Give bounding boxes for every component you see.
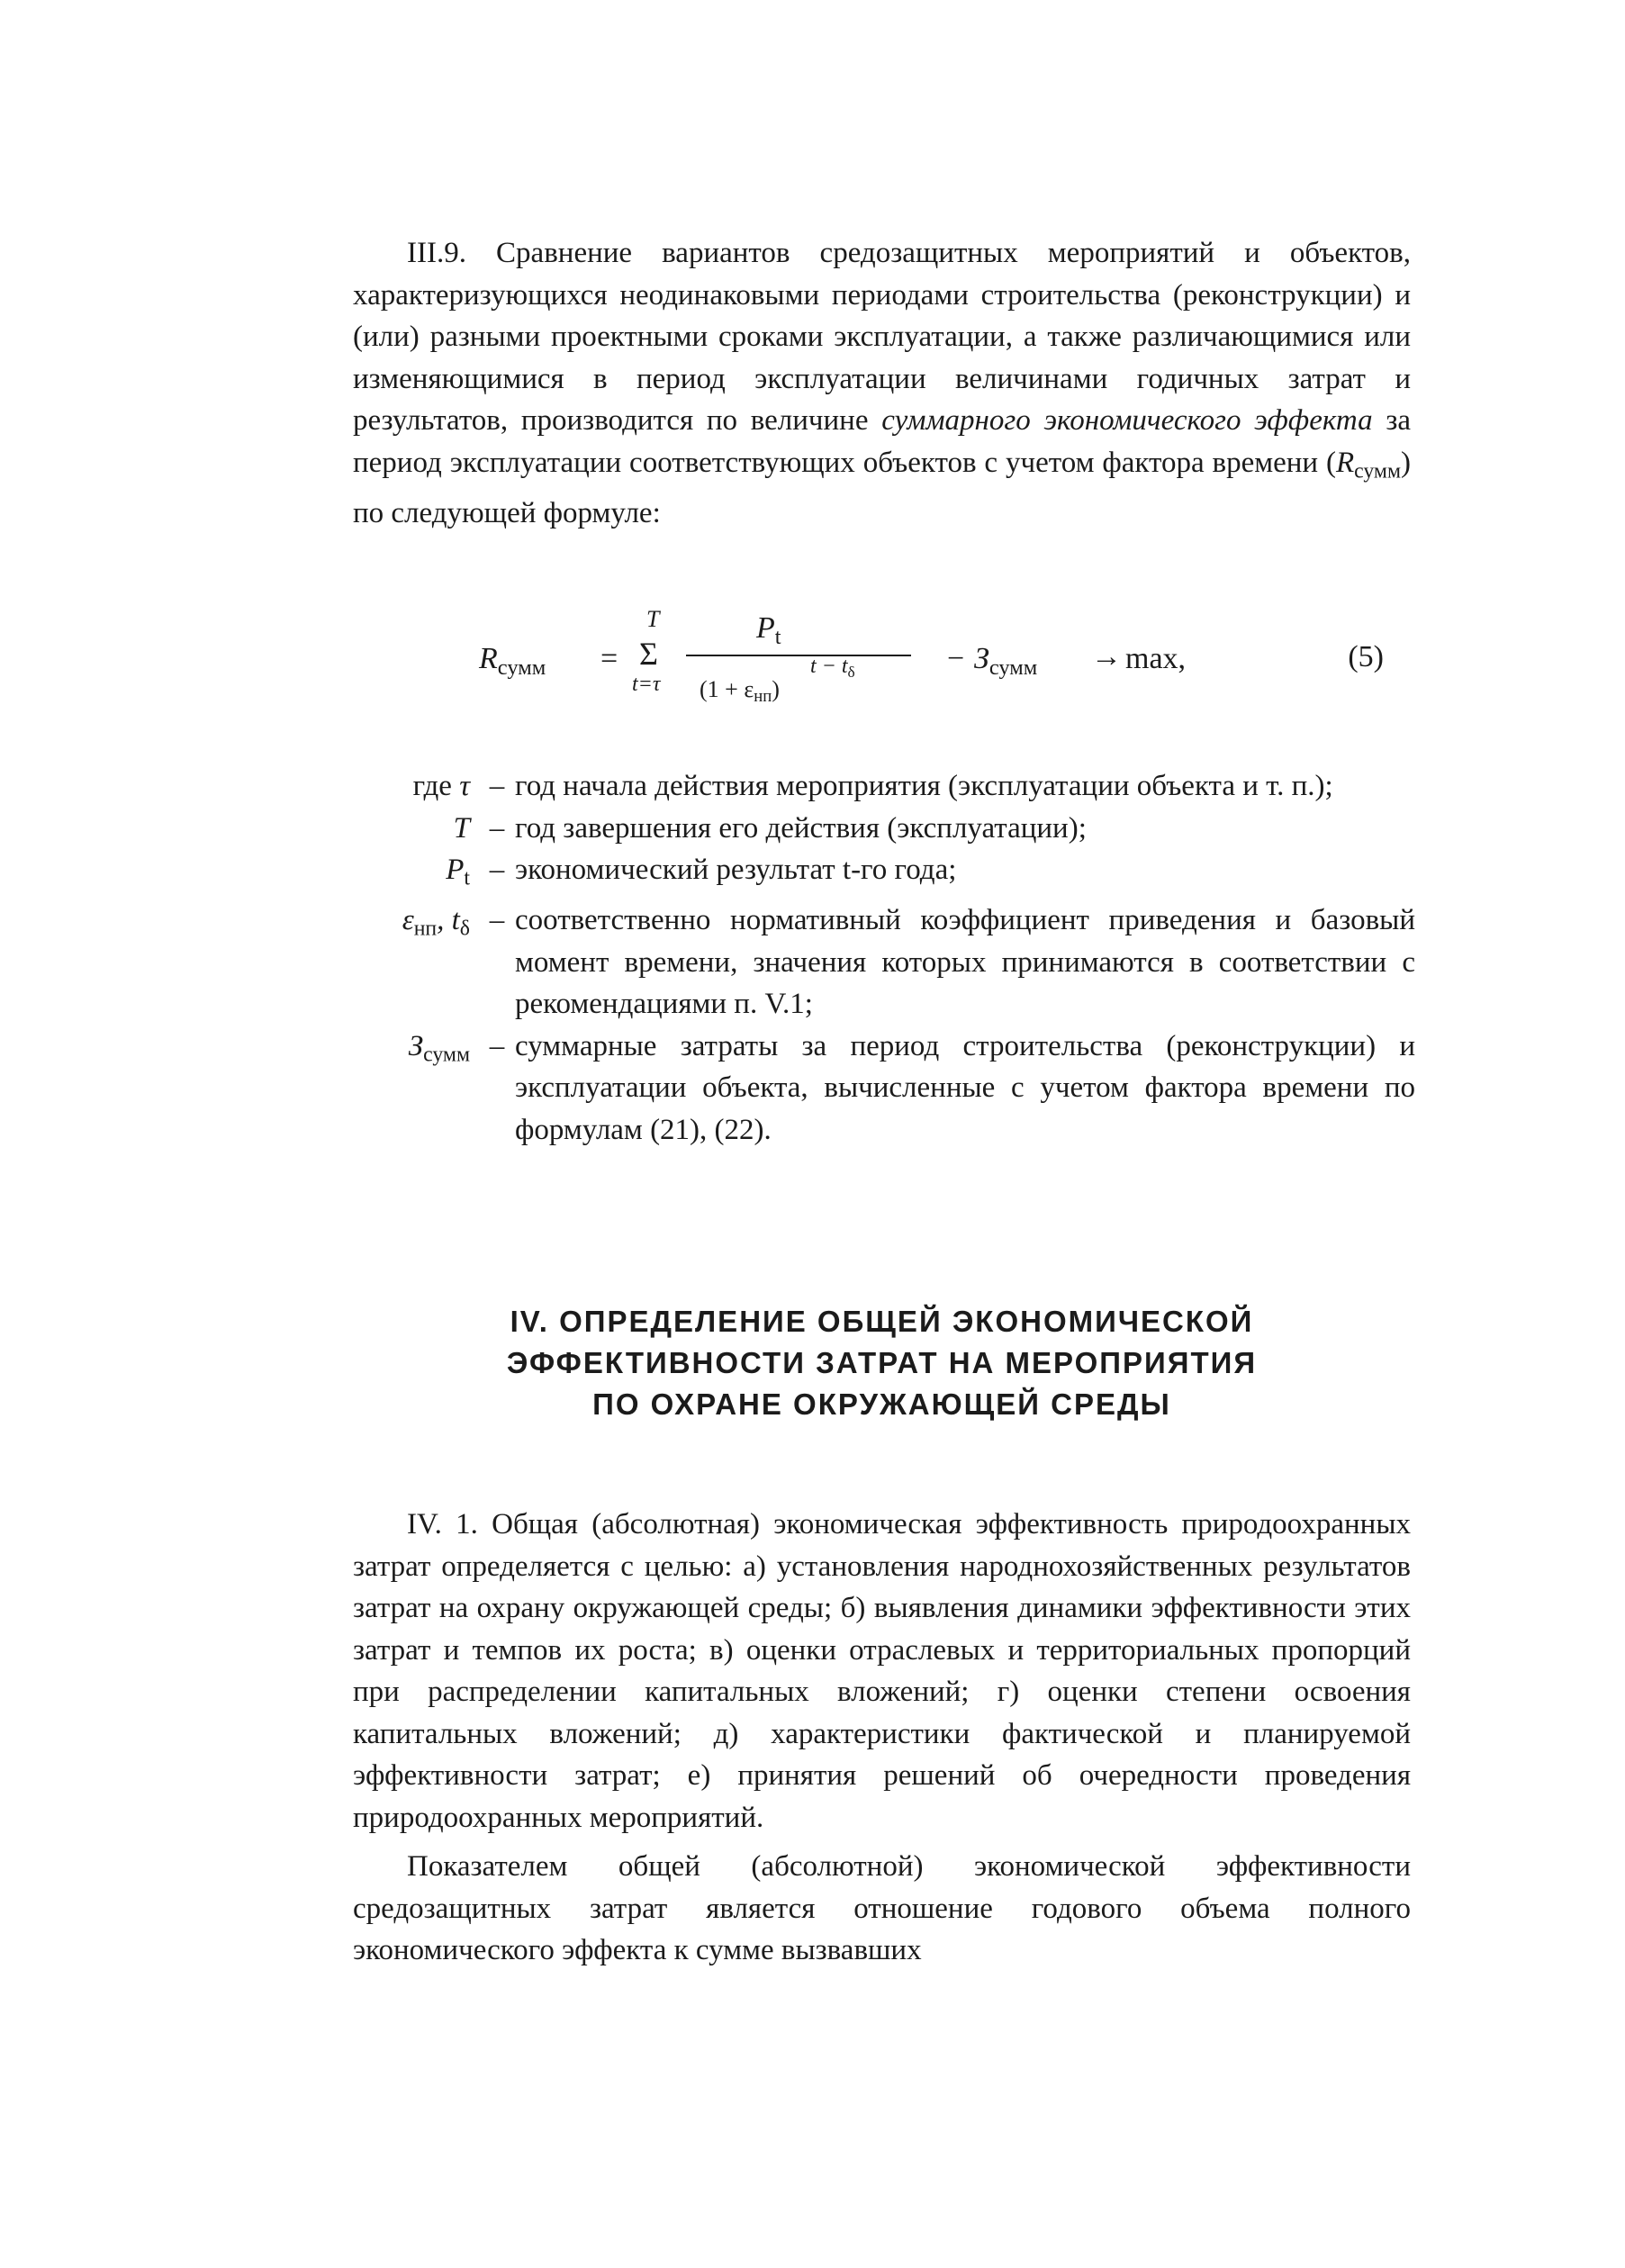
formula-equals: = [600, 642, 618, 675]
definition-row [335, 765, 1415, 808]
heading-line-2: ЭФФЕКТИВНОСТИ ЗАТРАТ НА МЕРОПРИЯТИЯ [506, 1346, 1258, 1379]
sum-lower-limit: t=τ [632, 673, 661, 696]
definition-row [335, 1026, 1415, 1152]
definition-text: экономический результат t-го года; [515, 854, 957, 886]
section-iii9-lead: III.9. Сравнение вариантов средозащитных мероприятий и объектов, характеризующихся неодинаковыми периодами строительства (реконструкции) и (или) разными проектными сроками эксплуатации, а также различающимися или изменяющимися в период эксплуатации величинами годичных затрат и результатов, производится по величине [353, 237, 1411, 437]
heading-line-3: ПО ОХРАНЕ ОКРУЖАЮЩЕЙ СРЕДЫ [592, 1387, 1171, 1421]
formula-arrow: → [1091, 640, 1122, 673]
fraction-bar [686, 655, 911, 656]
formula-exponent: $t - t_\delta$ [810, 655, 855, 681]
formula-cost: $З_{сумм}$ [974, 642, 1038, 680]
section-iv1 [353, 1504, 1411, 1972]
definitions-list [335, 765, 1415, 1151]
formula-numerator: $P_t$ [756, 611, 781, 649]
sum-sign: Σ [639, 636, 658, 672]
section-iv1-paragraph-2: Показателем общей (абсолютной) экономической эффективности средозащитных затрат является отношение годового объема полного экономического эффекта к сумме вызвавших [353, 1850, 1411, 1966]
definition-text: суммарные затраты за период строительства (реконструкции) и эксплуатации объекта, вычисленные с учетом фактора времени по формулам (21), (22). [515, 1029, 1415, 1146]
definition-text: соответственно нормативный коэффициент приведения и базовый момент времени, значения которых принимаются в соответствии с рекомендациями п. V.1; [515, 904, 1415, 1021]
definition-symbol: где τ [412, 770, 470, 802]
section-iii9-tail-1: за период эксплуатации соответствующих объектов с учетом фактора времени ( [353, 404, 1412, 479]
definition-row [335, 899, 1415, 1026]
definition-symbol: $P_t$ [446, 854, 470, 890]
formula-minus: − [947, 642, 965, 675]
formula-target: max, [1125, 642, 1187, 675]
definition-dash: – [489, 770, 505, 802]
definition-row [335, 849, 1415, 899]
formula-denominator: $(1 + \varepsilon_{нп})$ [700, 676, 780, 707]
definition-symbol: $З_{сумм}$ [408, 1029, 470, 1067]
section-iii9-emphasis: суммарного экономического эффекта [881, 404, 1373, 437]
formula-lhs: $R_{сумм}$ [479, 642, 546, 680]
definition-dash: – [489, 904, 505, 937]
definition-row [335, 808, 1415, 850]
section-iii9 [353, 232, 1411, 534]
sum-upper-limit: T [646, 606, 660, 632]
definition-dash: – [489, 811, 505, 845]
section-iii9-paragraph [353, 232, 1411, 534]
section-iii9-tail-2: ) по следующей формуле: [353, 446, 1411, 529]
formula-5 [353, 606, 1411, 725]
definition-symbol: $\varepsilon_{нп}$, $t_\delta$ [402, 904, 470, 941]
r-summ-symbol: $R_{сумм}$ [1335, 446, 1401, 483]
equation-number: (5) [1348, 640, 1384, 673]
section-iv-heading [353, 1301, 1411, 1425]
definition-dash: – [489, 1029, 505, 1062]
heading-line-1: IV. ОПРЕДЕЛЕНИЕ ОБЩЕЙ ЭКОНОМИЧЕСКОЙ [510, 1305, 1254, 1338]
definition-text: год начала действия мероприятия (эксплуатации объекта и т. п.); [515, 770, 1333, 802]
definition-text: год завершения его действия (эксплуатации); [515, 811, 1087, 845]
definition-dash: – [489, 854, 505, 886]
section-iv1-paragraph-1: IV. 1. Общая (абсолютная) экономическая эффективность природоохранных затрат определяется с целью: а) установления народнохозяйственных результатов затрат на охрану окружающей среды; б) выявления динамики эффективности этих затрат и темпов их роста; в) оценки отраслевых и территориальных пропорций при распределении капитальных вложений; г) оценки степени освоения капитальных вложений; д) характеристики фактической и планируемой эффективности затрат; е) принятия решений об очередности проведения природоохранных мероприятий. [353, 1508, 1411, 1834]
definition-symbol: T [453, 811, 470, 845]
